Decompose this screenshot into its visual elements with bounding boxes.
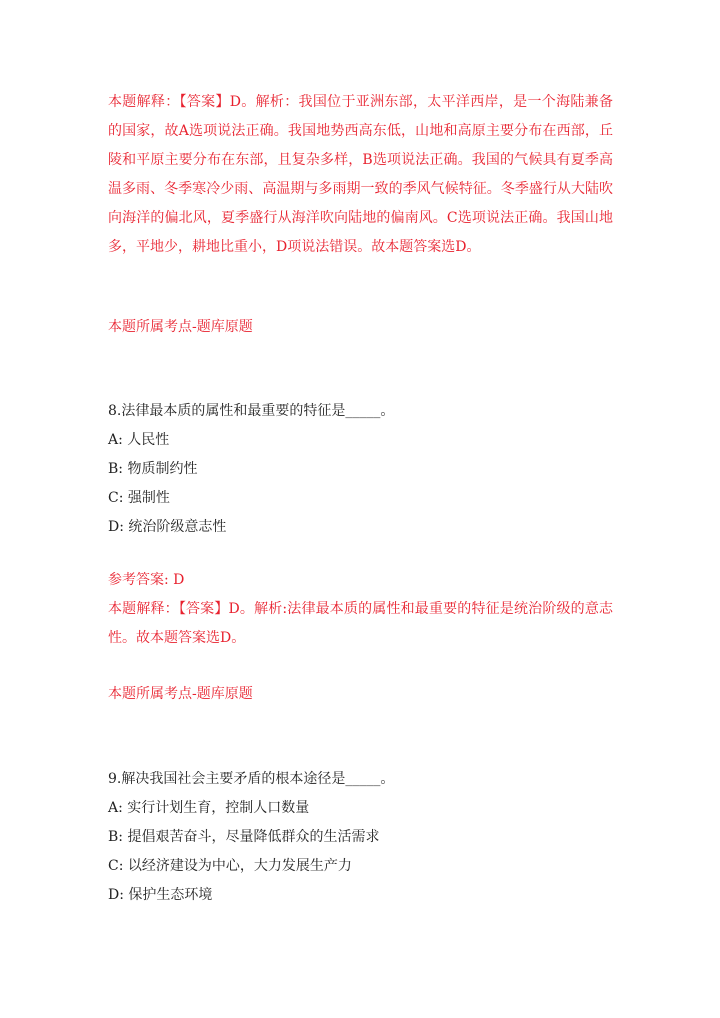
q8-answer-section [108, 566, 613, 653]
q8-knowledge-point: 本题所属考点-题库原题 [108, 686, 253, 702]
q8-option-c: C: 强制性 [108, 490, 170, 506]
q9-stem: 9.解决我国社会主要矛盾的根本途径是_____。 [108, 771, 395, 787]
q8-option-b: B: 物质制约性 [108, 461, 198, 477]
q8-answer: 参考答案: D [108, 572, 185, 588]
q8-stem: 8.法律最本质的属性和最重要的特征是_____。 [108, 403, 395, 419]
q8-explanation: 本题解释：【答案】D。解析:法律最本质的属性和最重要的特征是统治阶级的意志性。故本题答案选D。 [108, 601, 613, 646]
q7-knowledge-point: 本题所属考点-题库原题 [108, 319, 253, 335]
question-8 [108, 397, 613, 542]
q8-option-a: A: 人民性 [108, 432, 170, 448]
q9-option-a: A: 实行计划生育，控制人口数量 [108, 800, 310, 816]
q9-option-c: C: 以经济建设为中心，大力发展生产力 [108, 858, 352, 874]
q9-option-b: B: 提倡艰苦奋斗，尽量降低群众的生活需求 [108, 829, 380, 845]
q9-option-d: D: 保护生态环境 [108, 887, 213, 903]
q8-option-d: D: 统治阶级意志性 [108, 519, 227, 535]
q7-explanation: 本题解释：【答案】D。解析：我国位于亚洲东部，太平洋西岸，是一个海陆兼备的国家，故A选项说法正确。我国地势西高东低，山地和高原主要分布在西部，丘陵和平原主要分布在东部，且复杂多样，B选项说法正确。我国的气候具有夏季高温多雨、冬季寒冷少雨、高温期与多雨期一致的季风气候特征。冬季盛行从大陆吹向海洋的偏北风，夏季盛行从海洋吹向陆地的偏南风。C选项说法正确。我国山地多，平地少，耕地比重小，D项说法错误。故本题答案选D。 [108, 94, 613, 255]
question-9 [108, 765, 613, 910]
